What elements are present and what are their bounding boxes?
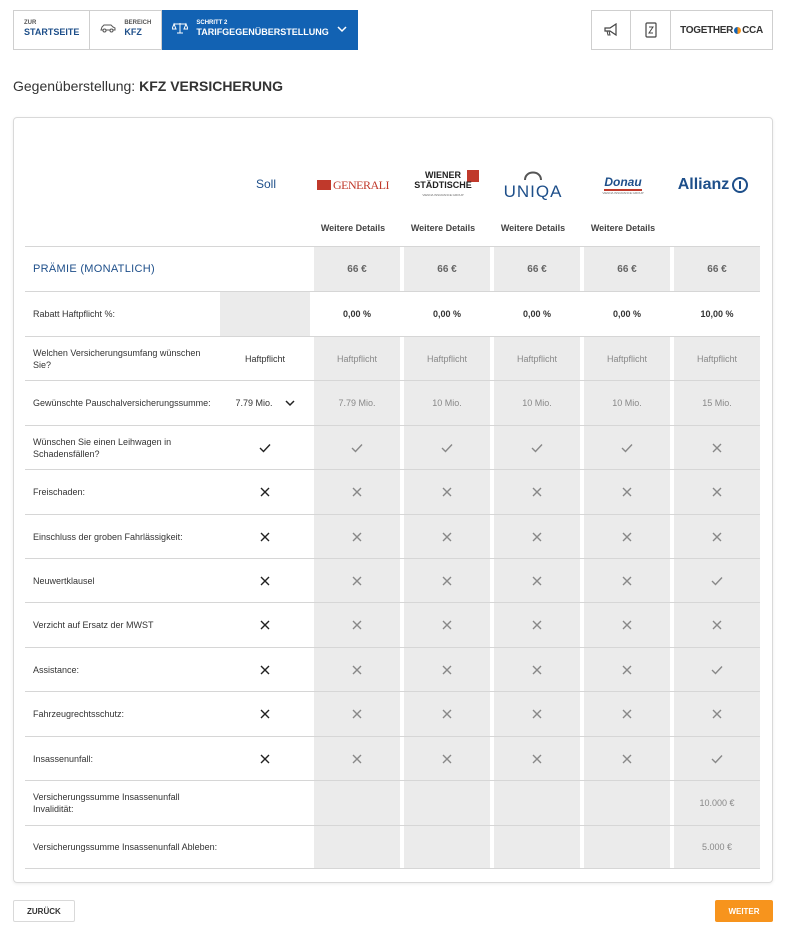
cell-value: 0,00 % — [522, 309, 552, 319]
cross-icon — [532, 620, 542, 630]
cross-icon — [442, 754, 452, 764]
row-label: Rabatt Haftpflicht %: — [33, 309, 116, 319]
insurer-cell: 66 € — [314, 247, 400, 291]
breadcrumb — [13, 10, 358, 50]
scale-icon — [172, 22, 188, 34]
insurer-cell — [674, 559, 760, 602]
table-row — [25, 780, 760, 825]
insurer-cell — [314, 515, 400, 558]
insurer-cell — [404, 603, 490, 647]
soll-cell[interactable] — [220, 381, 310, 425]
brand-text: TOGETHER — [680, 24, 734, 36]
insurer-cell — [404, 826, 490, 868]
back-button[interactable]: ZURÜCK — [13, 900, 75, 922]
insurer-cell — [494, 515, 580, 558]
document-button[interactable] — [631, 10, 671, 50]
insurer-name: GENERALI — [333, 177, 389, 192]
cell-value: 10,00 % — [700, 309, 734, 319]
crumb-small: ZUR — [24, 20, 37, 26]
row-label: Fahrzeugrechtsschutz: — [33, 709, 125, 719]
comparison-table — [25, 246, 760, 869]
row-label: Versicherungssumme Insassenunfall Invalidität: — [33, 792, 180, 814]
cross-icon — [712, 532, 722, 542]
cross-icon — [352, 532, 362, 542]
table-row — [25, 469, 760, 514]
logo-uniqa[interactable] — [490, 160, 576, 210]
insurer-cell — [494, 737, 580, 780]
logo-donau[interactable] — [580, 160, 666, 210]
cross-icon — [352, 754, 362, 764]
cross-icon — [260, 709, 270, 719]
cross-icon — [352, 665, 362, 675]
details-link-wiener[interactable]: Weitere Details — [410, 223, 476, 233]
cross-icon — [352, 620, 362, 630]
allianz-eagle-icon — [732, 177, 748, 193]
insurer-sub: VIENNA INSURANCE GROUP — [602, 191, 644, 195]
cross-icon — [622, 620, 632, 630]
brand-logo[interactable] — [671, 10, 773, 50]
crumb-small: SCHRITT 2 — [196, 20, 228, 26]
cross-icon — [622, 487, 632, 497]
table-row — [25, 514, 760, 558]
insurer-sub: VIENNA INSURANCE GROUP — [422, 193, 464, 197]
insurer-cell — [314, 426, 400, 469]
insurer-cell — [584, 826, 670, 868]
insurer-cell — [314, 737, 400, 780]
insurer-cell — [674, 292, 760, 336]
insurer-name: Donau — [604, 175, 642, 189]
cross-icon — [622, 709, 632, 719]
insurer-cell — [584, 648, 670, 691]
row-label: Neuwertklausel — [33, 575, 95, 586]
soll-cell — [220, 781, 310, 825]
cross-icon — [442, 576, 452, 586]
cross-icon — [712, 487, 722, 497]
check-icon — [711, 665, 723, 675]
insurer-cell — [584, 781, 670, 825]
cross-icon — [532, 487, 542, 497]
insurer-cell: 10 Mio. — [494, 381, 580, 425]
insurer-cell — [404, 470, 490, 514]
insurer-cell — [404, 292, 490, 336]
insurer-cell — [584, 515, 670, 558]
next-button[interactable]: WEITER — [715, 900, 773, 922]
check-icon — [621, 443, 633, 453]
cross-icon — [442, 487, 452, 497]
cross-icon — [442, 620, 452, 630]
insurer-cell: 66 € — [674, 247, 760, 291]
insurer-cell — [674, 515, 760, 558]
insurer-cell — [584, 737, 670, 780]
soll-cell — [220, 737, 310, 780]
insurer-cell — [314, 292, 400, 336]
sum-select-value: 7.79 Mio. — [235, 398, 273, 408]
table-row — [25, 425, 760, 469]
insurer-cell — [584, 692, 670, 736]
cross-icon — [442, 532, 452, 542]
check-icon — [441, 443, 453, 453]
table-row — [25, 246, 760, 291]
logo-wiener-staedtische[interactable] — [400, 160, 486, 210]
soll-cell: Haftpflicht — [244, 353, 286, 364]
soll-cell — [220, 515, 310, 558]
soll-cell — [220, 692, 310, 736]
cross-icon — [260, 576, 270, 586]
insurer-name: Allianz — [677, 176, 730, 193]
insurer-cell: Haftpflicht — [404, 337, 490, 380]
table-row — [25, 691, 760, 736]
logo-allianz[interactable] — [670, 160, 756, 210]
insurer-cell — [494, 292, 580, 336]
cross-icon — [532, 709, 542, 719]
insurer-cell: Haftpflicht — [674, 337, 760, 380]
cross-icon — [532, 532, 542, 542]
insurer-cell — [584, 426, 670, 469]
row-label: Welchen Versicherungsumfang wünschen Sie? — [33, 347, 201, 370]
cell-value: 0,00 % — [612, 309, 642, 319]
top-actions — [591, 10, 773, 50]
cross-icon — [532, 754, 542, 764]
cross-icon — [712, 709, 722, 719]
crumb-bereich-kfz[interactable] — [90, 10, 162, 50]
insurer-name: UNIQA — [503, 182, 563, 201]
insurer-cell: 66 € — [584, 247, 670, 291]
cross-icon — [442, 665, 452, 675]
insurer-cell — [494, 603, 580, 647]
insurer-cell — [314, 559, 400, 602]
row-label: Insassenunfall: — [33, 753, 94, 764]
insurer-cell — [314, 470, 400, 514]
table-row — [25, 558, 760, 602]
uniqa-mark-icon — [521, 168, 545, 182]
cross-icon — [260, 487, 270, 497]
insurer-cell — [674, 603, 760, 647]
crumb-label: STARTSEITE — [24, 27, 80, 37]
check-icon — [711, 576, 723, 586]
details-link-uniqa[interactable]: Weitere Details — [500, 223, 566, 233]
insurer-cell — [404, 781, 490, 825]
page-title — [13, 78, 283, 94]
insurer-cell — [494, 826, 580, 868]
cell-value: 0,00 % — [432, 309, 462, 319]
cross-icon — [260, 665, 270, 675]
row-label: Freischaden: — [33, 487, 86, 497]
title-prefix: Gegenüberstellung: — [13, 78, 136, 94]
cross-icon — [622, 665, 632, 675]
brand-suffix: CCA — [742, 24, 763, 36]
megaphone-button[interactable] — [591, 10, 631, 50]
chevron-down-icon — [337, 25, 347, 33]
insurer-cell — [494, 470, 580, 514]
chevron-down-icon — [285, 399, 295, 407]
insurer-cell: Haftpflicht — [314, 337, 400, 380]
insurer-cell — [404, 692, 490, 736]
insurer-cell — [314, 826, 400, 868]
insurer-cell — [674, 737, 760, 780]
cross-icon — [260, 754, 270, 764]
insurer-cell — [674, 426, 760, 469]
cross-icon — [712, 620, 722, 630]
cross-icon — [352, 576, 362, 586]
table-row — [25, 380, 760, 425]
cross-icon — [622, 754, 632, 764]
insurer-cell — [494, 426, 580, 469]
insurer-cell — [494, 559, 580, 602]
soll-cell — [220, 247, 310, 291]
brand-mark-icon — [734, 27, 741, 34]
row-label: PRÄMIE (MONATLICH) — [33, 263, 155, 275]
soll-cell — [220, 292, 310, 336]
insurer-cell — [404, 559, 490, 602]
insurer-cell — [404, 515, 490, 558]
check-icon — [531, 443, 543, 453]
insurer-cell: 10 Mio. — [584, 381, 670, 425]
cross-icon — [532, 576, 542, 586]
table-row — [25, 602, 760, 647]
cross-icon — [622, 576, 632, 586]
insurer-cell — [314, 781, 400, 825]
title-bold: KFZ VERSICHERUNG — [139, 78, 283, 94]
logo-generali[interactable] — [310, 160, 396, 210]
insurer-cell — [584, 559, 670, 602]
insurer-cell: 7.79 Mio. — [314, 381, 400, 425]
insurer-cell — [494, 781, 580, 825]
insurer-cell: 15 Mio. — [674, 381, 760, 425]
insurer-cell: 10 Mio. — [404, 381, 490, 425]
insurer-cell: 66 € — [494, 247, 580, 291]
cross-icon — [260, 532, 270, 542]
check-icon — [711, 754, 723, 764]
crumb-label: TARIFGEGENÜBERSTELLUNG — [196, 27, 329, 37]
insurer-cell: 5.000 € — [674, 826, 760, 868]
soll-cell — [220, 648, 310, 691]
soll-cell — [220, 603, 310, 647]
soll-cell — [220, 559, 310, 602]
table-row — [25, 825, 760, 869]
lion-icon — [317, 180, 331, 190]
crumb-tarifgegenueberstellung[interactable] — [162, 10, 357, 50]
insurer-cell — [494, 648, 580, 691]
insurer-cell — [584, 292, 670, 336]
row-label: Verzicht auf Ersatz der MWST — [33, 620, 154, 630]
cross-icon — [532, 665, 542, 675]
cross-icon — [352, 709, 362, 719]
cross-icon — [712, 443, 722, 453]
table-row — [25, 291, 760, 336]
cross-icon — [622, 532, 632, 542]
table-row — [25, 647, 760, 691]
insurer-cell: 66 € — [404, 247, 490, 291]
insurer-cell — [404, 737, 490, 780]
insurer-cell: Haftpflicht — [584, 337, 670, 380]
insurer-cell — [314, 648, 400, 691]
soll-cell — [220, 470, 310, 514]
row-label: Wünschen Sie einen Leihwagen in Schadensfällen? — [33, 436, 172, 459]
insurer-cell — [494, 692, 580, 736]
crumb-label: KFZ — [124, 27, 142, 37]
insurer-cell — [314, 692, 400, 736]
insurer-name: WIENER STÄDTISCHE — [414, 170, 472, 190]
insurer-cell — [674, 692, 760, 736]
insurer-cell — [584, 603, 670, 647]
car-icon — [100, 23, 116, 33]
crumb-small: BEREICH — [124, 20, 152, 26]
insurer-cell — [584, 470, 670, 514]
soll-cell — [220, 826, 310, 868]
check-icon — [351, 443, 363, 453]
details-link-donau[interactable]: Weitere Details — [590, 223, 656, 233]
cross-icon — [352, 487, 362, 497]
insurer-cell — [404, 648, 490, 691]
row-label: Versicherungssumme Insassenunfall Ableben: — [33, 842, 218, 852]
crumb-startseite[interactable] — [13, 10, 90, 50]
row-label: Assistance: — [33, 664, 80, 675]
check-icon — [259, 443, 271, 453]
insurer-cell: Haftpflicht — [494, 337, 580, 380]
table-row — [25, 736, 760, 780]
soll-cell — [220, 426, 310, 469]
table-row — [25, 336, 760, 380]
insurer-cell: 10.000 € — [674, 781, 760, 825]
details-link-generali[interactable]: Weitere Details — [320, 223, 386, 233]
row-label: Gewünschte Pauschalversicherungssumme: — [33, 398, 211, 408]
insurer-cell — [404, 426, 490, 469]
insurer-cell — [674, 470, 760, 514]
cell-value: 0,00 % — [342, 309, 372, 319]
row-label: Einschluss der groben Fahrlässigkeit: — [33, 531, 183, 542]
cross-icon — [442, 709, 452, 719]
soll-header: Soll — [255, 177, 276, 191]
cross-icon — [260, 620, 270, 630]
insurer-cell — [314, 603, 400, 647]
insurer-cell — [674, 648, 760, 691]
document-icon — [645, 22, 657, 38]
megaphone-icon — [603, 23, 619, 37]
